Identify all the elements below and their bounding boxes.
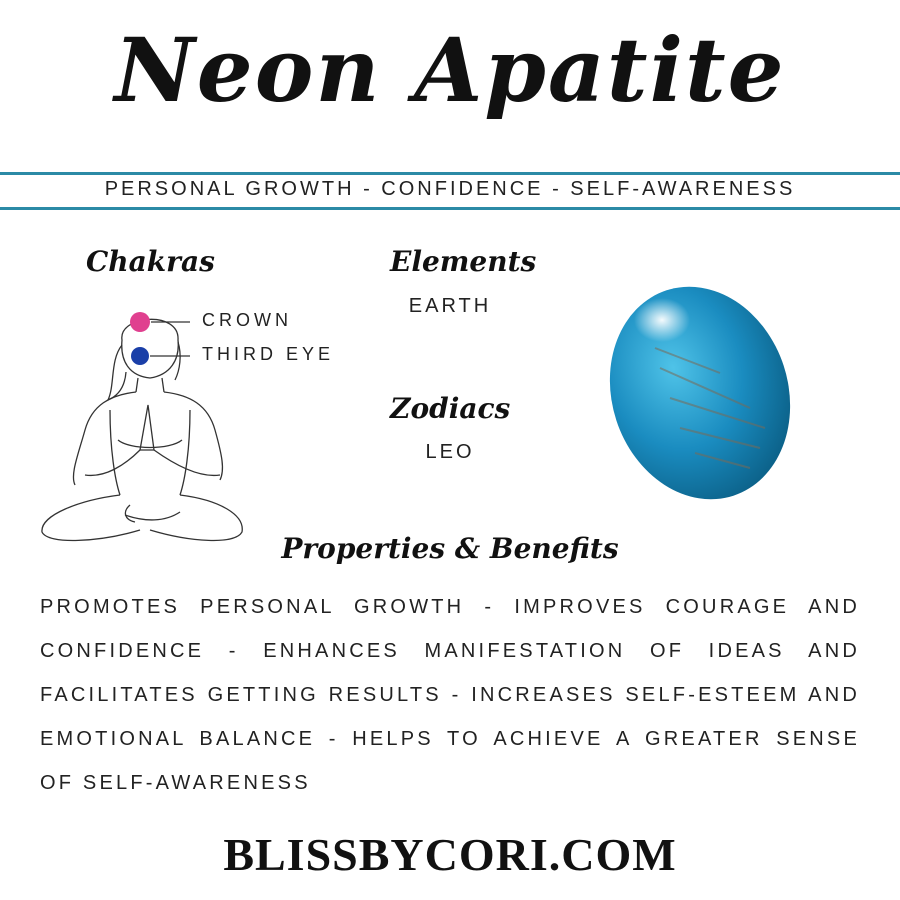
elements-value: EARTH: [408, 295, 492, 317]
chakra-label-crown: CROWN: [202, 310, 292, 330]
zodiacs-value: LEO: [425, 441, 475, 463]
page-title: Neon Apatite: [114, 18, 786, 122]
neon-apatite-stone-image: [600, 278, 800, 503]
tagline: PERSONAL GROWTH - CONFIDENCE - SELF-AWARENESS: [104, 178, 796, 200]
bottom-divider: [0, 207, 900, 210]
chakras-heading: Chakras: [86, 245, 215, 278]
properties-heading: Properties & Benefits: [281, 532, 619, 565]
elements-heading: Elements: [390, 245, 537, 278]
crown-chakra-dot: [130, 312, 150, 332]
zodiacs-heading: Zodiacs: [390, 392, 511, 425]
chakra-label-third-eye: THIRD EYE: [202, 344, 335, 364]
meditating-figure-illustration: [30, 300, 260, 550]
properties-text: PROMOTES PERSONAL GROWTH - IMPROVES COURAGE AND CONFIDENCE - ENHANCES MANIFESTATION OF IDEAS AND FACILITATES GETTING RESULTS - INCREASES SELF-ESTEEM AND EMOTIONAL BALANCE - HELPS TO ACHIEVE A GREATER SENSE OF SELF-AWARENESS: [40, 596, 860, 794]
website-footer: BLISSBYCORI.COM: [223, 829, 677, 880]
top-divider: [0, 172, 900, 175]
third-eye-chakra-dot: [131, 347, 149, 365]
